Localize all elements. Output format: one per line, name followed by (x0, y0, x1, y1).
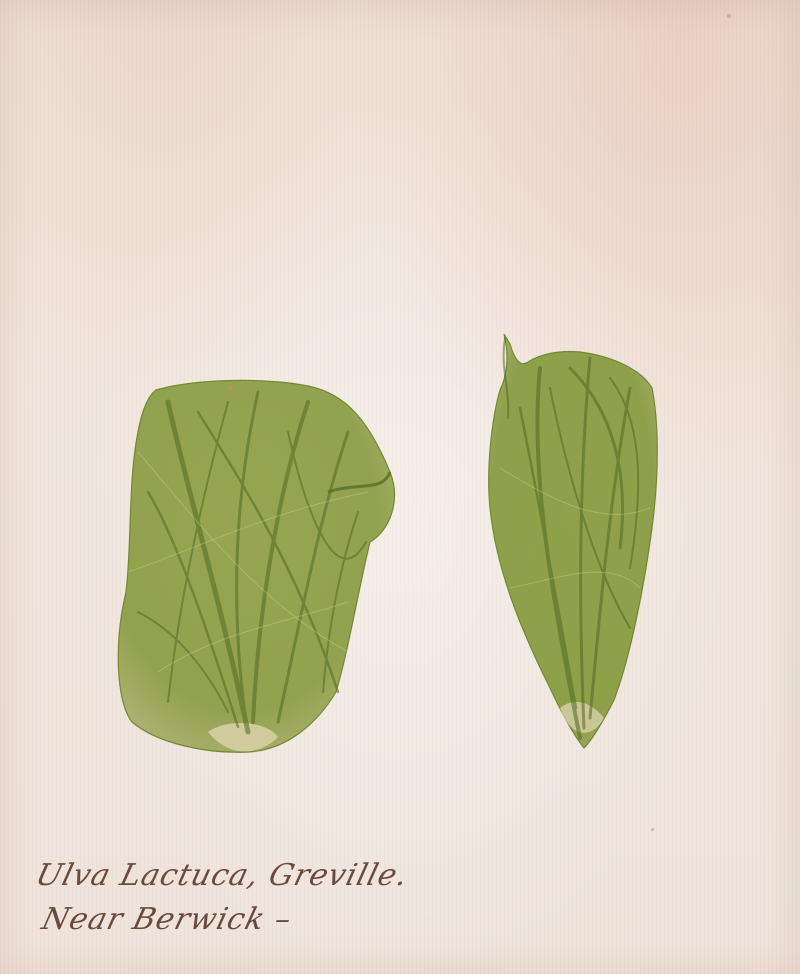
paper-speck (228, 386, 233, 390)
paper-speck (651, 828, 654, 831)
seaweed-specimen-left (108, 372, 400, 760)
seaweed-specimen-right (480, 328, 666, 758)
handwritten-label (30, 840, 550, 960)
paper-speck (727, 14, 731, 18)
collection-location: Near Berwick – (38, 902, 296, 937)
species-name: Ulva Lactuca, Greville. (32, 858, 413, 893)
